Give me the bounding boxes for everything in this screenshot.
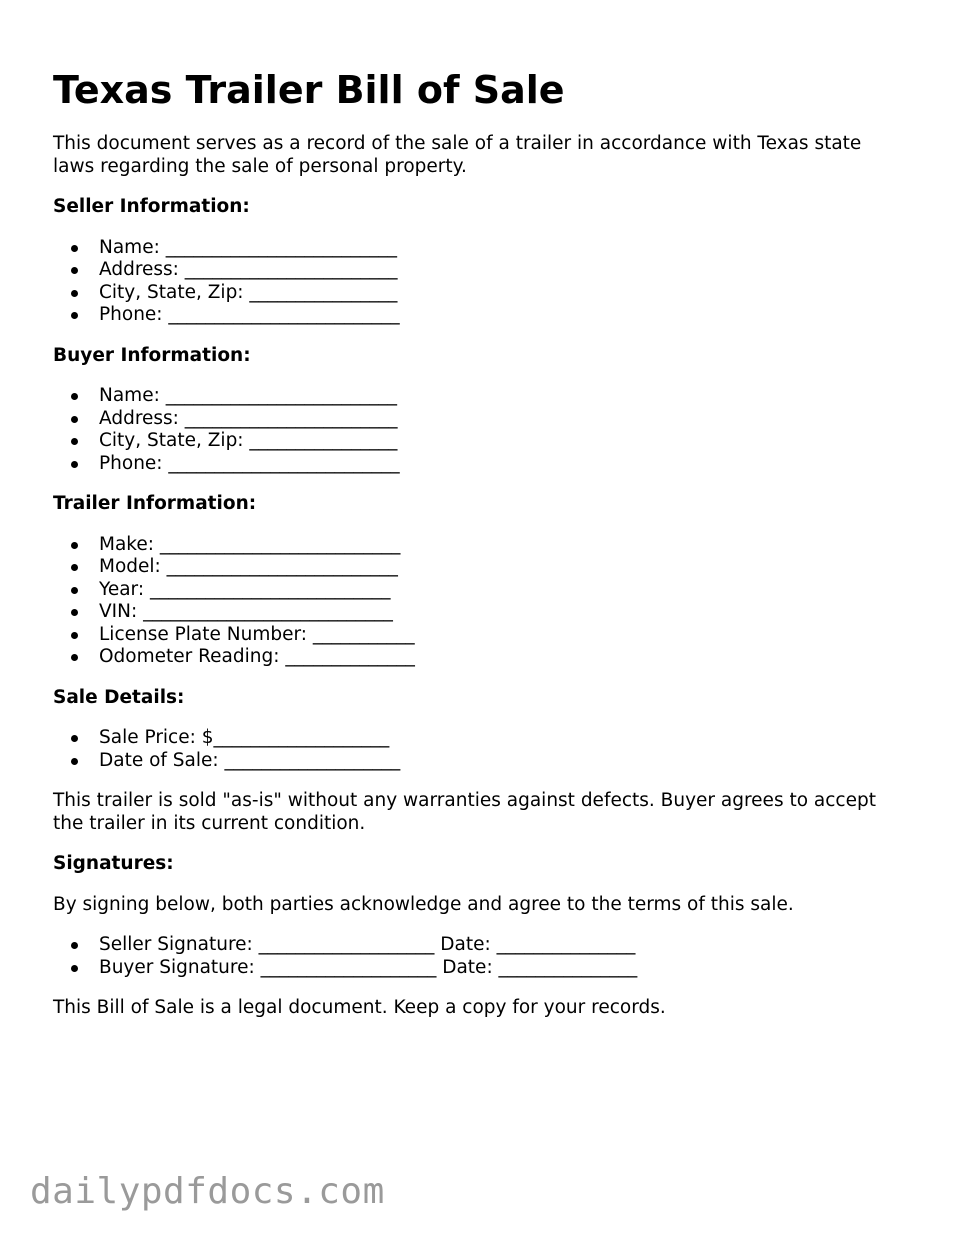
intro-paragraph: This document serves as a record of the sale of a trailer in accordance with Texas state laws regarding the sale of personal property.: [53, 133, 862, 177]
signatures-intro: By signing below, both parties acknowledge and agree to the terms of this sale.: [53, 893, 794, 915]
seller-name-field: Name: _________________________: [99, 237, 903, 260]
sale-date-field: Date of Sale: ___________________: [99, 750, 903, 773]
signatures-heading: Signatures:: [53, 853, 174, 874]
trailer-license-plate-field: License Plate Number: ___________: [99, 624, 903, 647]
seller-heading: Seller Information:: [53, 196, 250, 217]
buyer-signature-field: Buyer Signature: ___________________ Date: _______________: [99, 957, 903, 980]
trailer-make-field: Make: __________________________: [99, 534, 903, 557]
sale-price-field: Sale Price: $___________________: [99, 727, 903, 750]
trailer-vin-field: VIN: ___________________________: [99, 601, 903, 624]
trailer-list: [53, 534, 903, 669]
buyer-city-state-zip-field: City, State, Zip: ________________: [99, 430, 903, 453]
closing-paragraph: This Bill of Sale is a legal document. Keep a copy for your records.: [53, 997, 666, 1018]
trailer-odometer-field: Odometer Reading: ______________: [99, 646, 903, 669]
seller-address-field: Address: _______________________: [99, 259, 903, 282]
watermark: dailypdfdocs.com: [30, 1171, 385, 1212]
seller-city-state-zip-field: City, State, Zip: ________________: [99, 282, 903, 305]
signatures-list: [53, 934, 903, 979]
seller-signature-field: Seller Signature: ___________________ Date: _______________: [99, 934, 903, 957]
buyer-heading: Buyer Information:: [53, 344, 251, 366]
seller-list: [53, 237, 903, 327]
buyer-phone-field: Phone: _________________________: [99, 453, 903, 476]
seller-phone-field: Phone: _________________________: [99, 304, 903, 327]
buyer-name-field: Name: _________________________: [99, 385, 903, 408]
sale-list: [53, 727, 903, 772]
buyer-list: [53, 385, 903, 475]
document-title: Texas Trailer Bill of Sale: [53, 68, 565, 112]
as-is-paragraph: This trailer is sold "as-is" without any warranties against defects. Buyer agrees to accept the trailer in its current condition.: [53, 790, 876, 834]
buyer-address-field: Address: _______________________: [99, 408, 903, 431]
trailer-heading: Trailer Information:: [53, 493, 257, 514]
sale-heading: Sale Details:: [53, 686, 185, 708]
trailer-model-field: Model: _________________________: [99, 556, 903, 579]
trailer-year-field: Year: __________________________: [99, 579, 903, 602]
document-page: [53, 62, 903, 1038]
